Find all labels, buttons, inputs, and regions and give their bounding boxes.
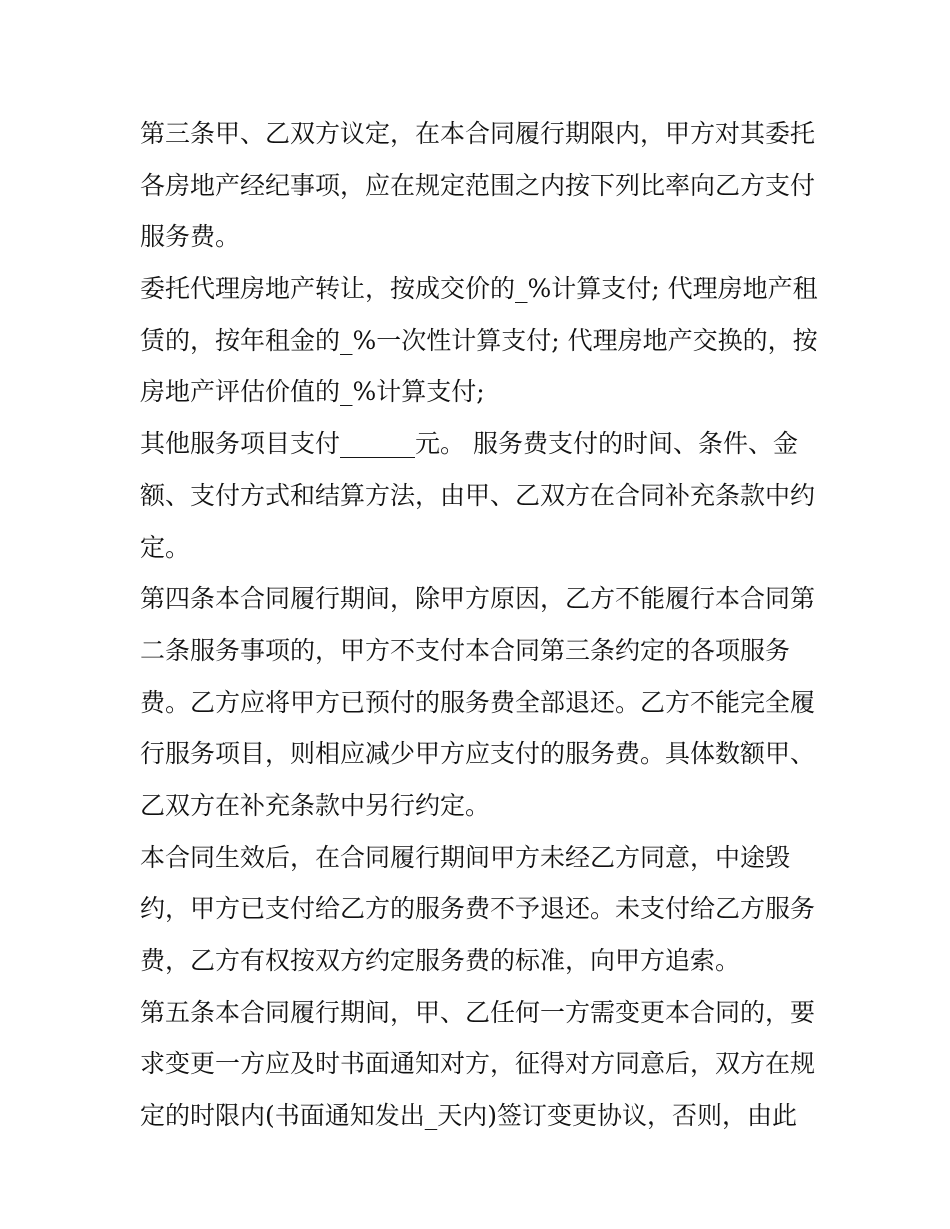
text-line: 赁的，按年租金的_%一次性计算支付; 代理房地产交换的，按 — [140, 325, 818, 355]
text-line: 房地产评估价值的_%计算支付; — [140, 377, 485, 407]
text-line: 本合同生效后，在合同履行期间甲方未经乙方同意，中途毁 — [140, 842, 791, 872]
text-line: 定。 — [140, 532, 191, 562]
text-line: 第三条甲、乙双方议定，在本合同履行期限内，甲方对其委托 — [140, 119, 816, 148]
text-line: 行服务项目，则相应减少甲方应支付的服务费。具体数额甲、 — [140, 739, 816, 769]
text-line: 约，甲方已支付给乙方的服务费不予退还。未支付给乙方服务 — [140, 894, 816, 924]
text-line: 二条服务事项的，甲方不支付本合同第三条约定的各项服务 — [140, 635, 791, 665]
text-line: 其他服务项目支付______元。 服务费支付的时间、条件、金 — [140, 429, 798, 459]
text-line: 第四条本合同履行期间，除甲方原因，乙方不能履行本合同第 — [140, 584, 816, 614]
text-line: 服务费。 — [140, 222, 241, 252]
text-line: 定的时限内(书面通知发出_天内)签订变更协议，否则，由此 — [140, 1101, 798, 1131]
text-line: 委托代理房地产转让，按成交价的_%计算支付; 代理房地产租 — [140, 274, 818, 304]
text-line: 额、支付方式和结算方法，由甲、乙双方在合同补充条款中约 — [140, 480, 816, 510]
text-line: 乙双方在补充条款中另行约定。 — [140, 790, 491, 820]
text-line: 费。乙方应将甲方已预付的服务费全部退还。乙方不能完全履 — [140, 687, 816, 717]
text-line: 费，乙方有权按双方约定服务费的标准，向甲方追索。 — [140, 946, 741, 975]
text-line: 第五条本合同履行期间，甲、乙任何一方需变更本合同的，要 — [140, 997, 816, 1027]
text-line: 求变更一方应及时书面通知对方，征得对方同意后，双方在规 — [140, 1049, 816, 1079]
contract-text — [140, 108, 820, 1142]
text-line: 各房地产经纪事项，应在规定范围之内按下列比率向乙方支付 — [140, 170, 816, 200]
